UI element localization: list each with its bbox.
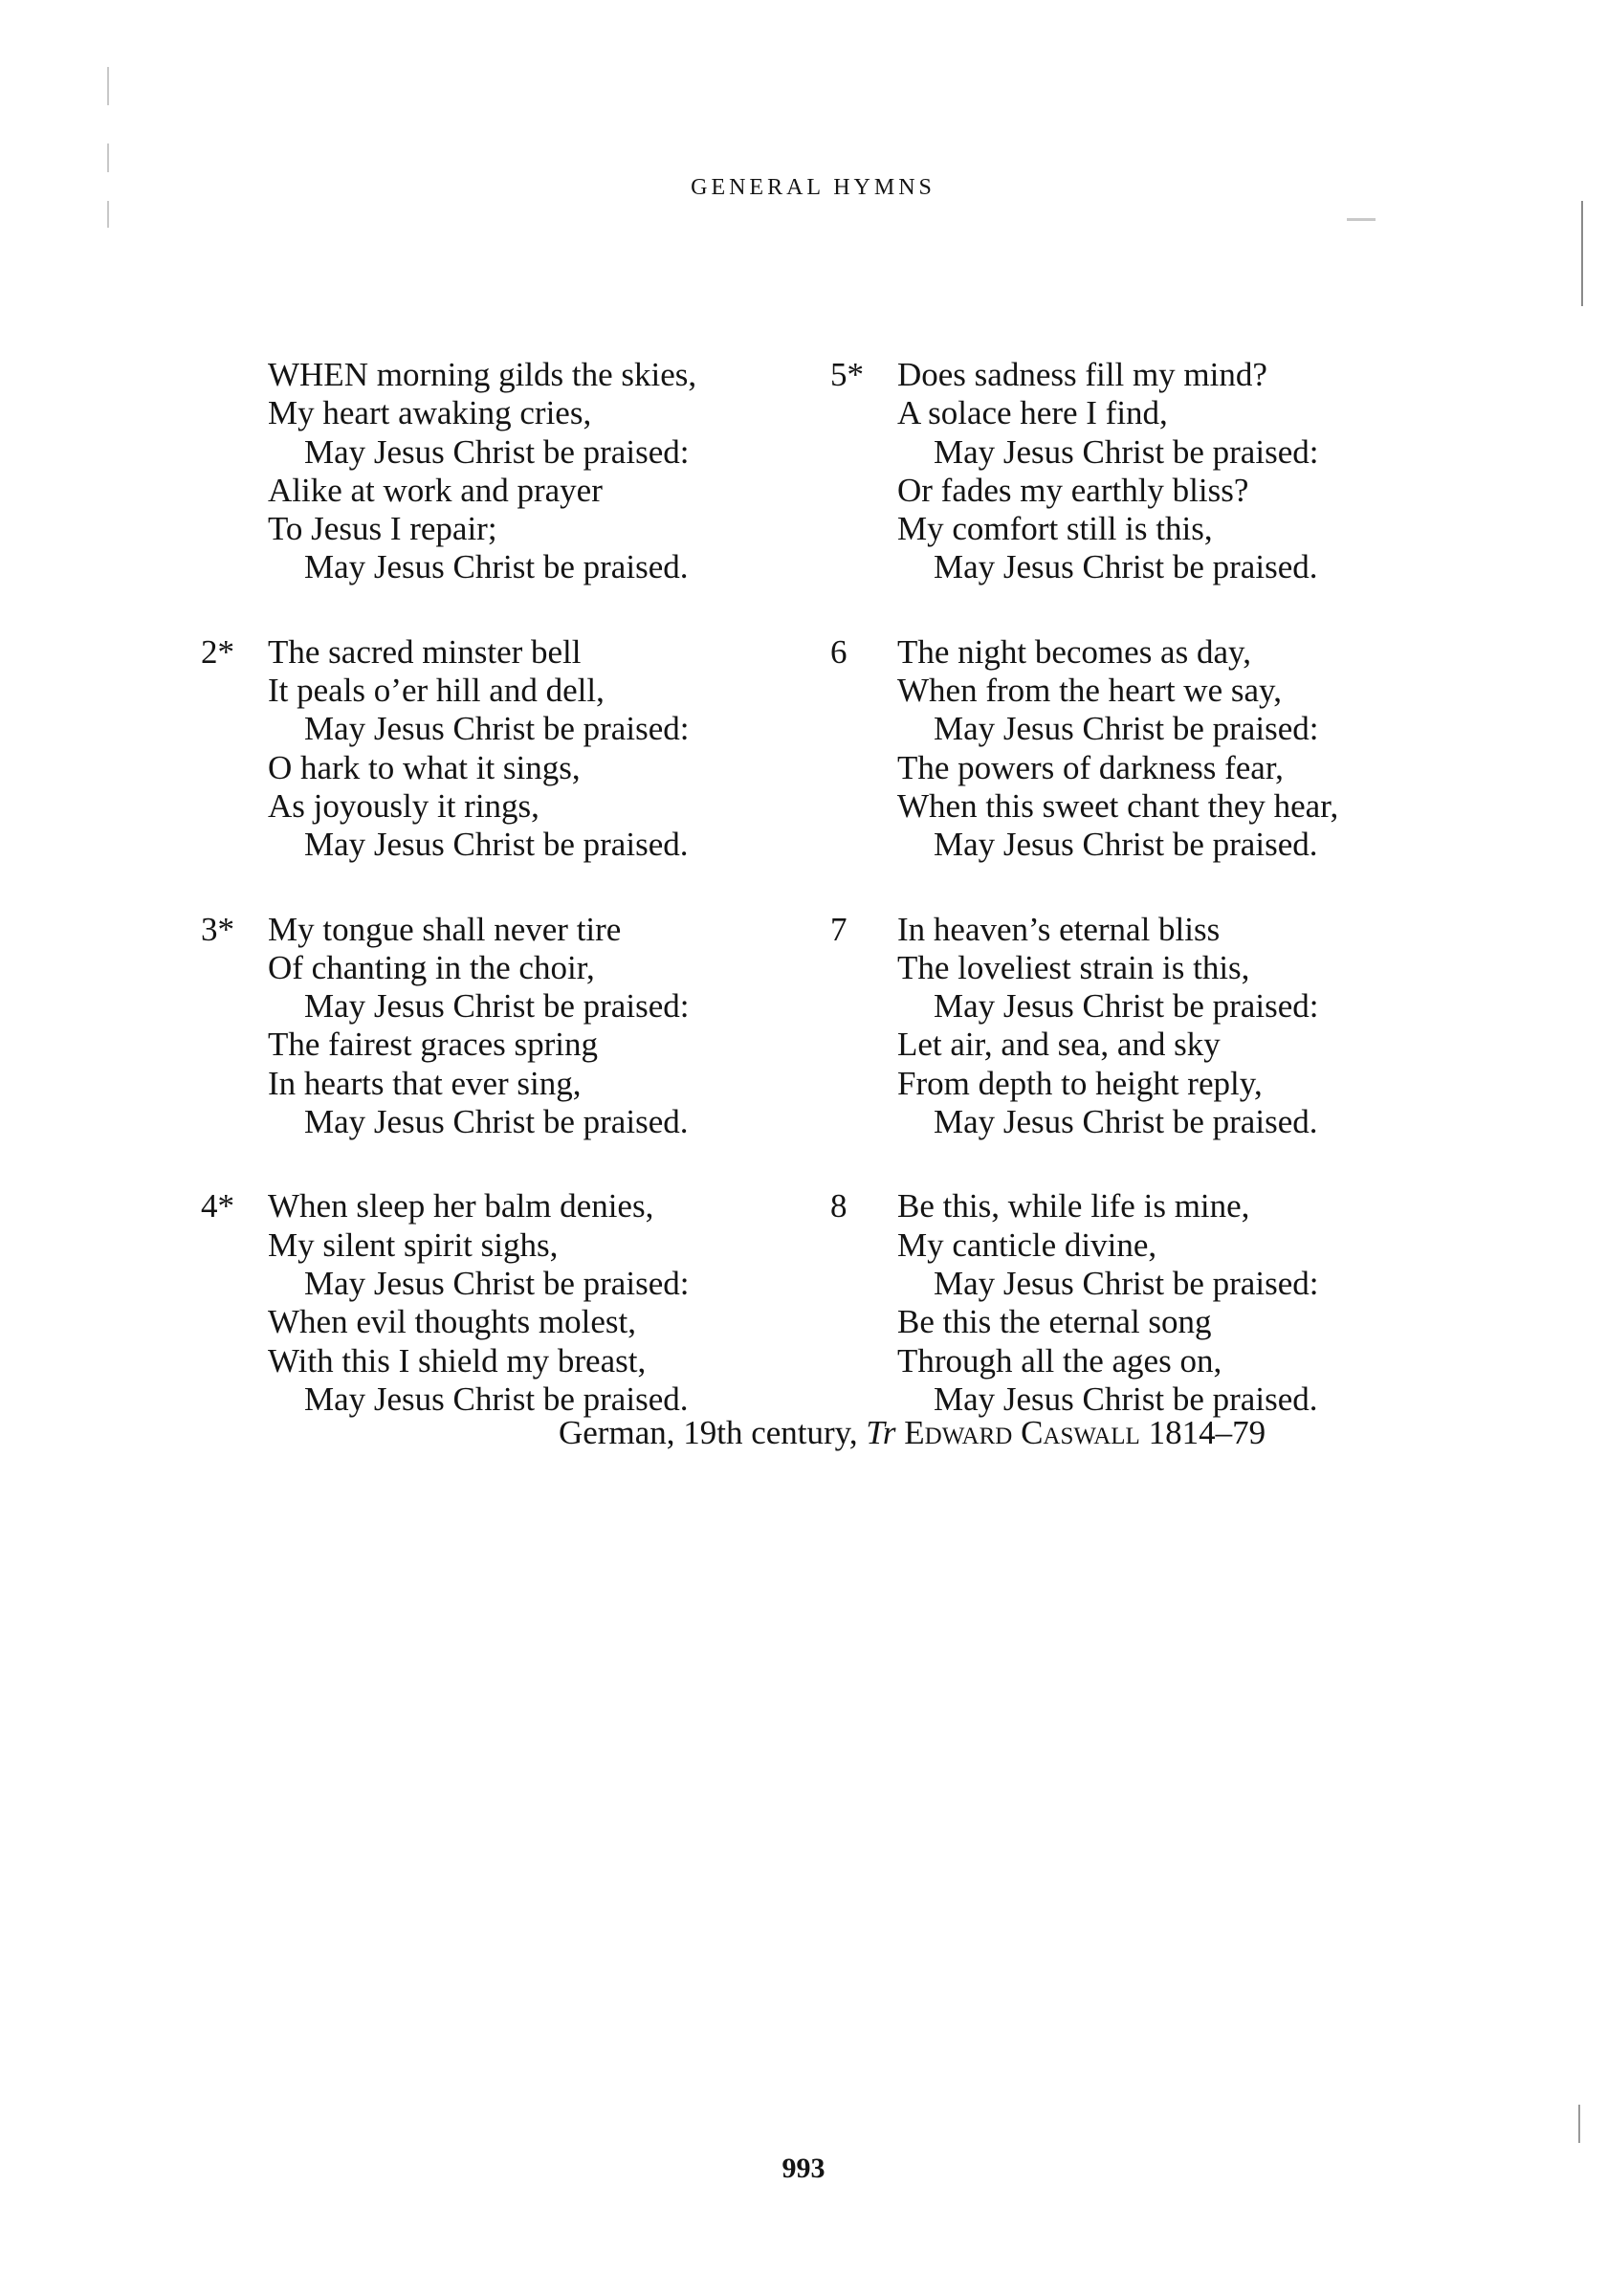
attribution-tr: Tr xyxy=(866,1414,896,1451)
page-number: 993 xyxy=(781,2152,826,2184)
stanza-lines xyxy=(268,356,696,587)
refrain-line: May Jesus Christ be praised. xyxy=(304,1103,689,1141)
verse-line: The powers of darkness fear, xyxy=(897,748,1284,786)
right-column xyxy=(830,356,1338,1465)
refrain-line: May Jesus Christ be praised: xyxy=(934,987,1319,1026)
stanza-lines xyxy=(897,1187,1338,1419)
stanza-lines xyxy=(897,356,1338,587)
stanza-number: 4* xyxy=(201,1187,234,1225)
verse-line: A solace here I find, xyxy=(897,394,1168,432)
stanza-lines xyxy=(268,1187,696,1419)
stanza-number: 3* xyxy=(201,910,234,948)
stanza-number: 5* xyxy=(830,356,864,393)
refrain-line: May Jesus Christ be praised. xyxy=(934,548,1318,586)
verse-line: WHEN morning gilds the skies, xyxy=(268,356,697,393)
refrain-line: May Jesus Christ be praised: xyxy=(304,432,690,471)
stanza xyxy=(830,356,1338,587)
verse-line: The night becomes as day, xyxy=(897,632,1251,671)
left-column xyxy=(201,356,696,1465)
verse-line: My canticle divine, xyxy=(897,1225,1157,1264)
verse-line: When evil thoughts molest, xyxy=(268,1303,636,1341)
stanza-lines xyxy=(268,911,696,1142)
verse-line: My comfort still is this, xyxy=(897,510,1213,548)
stanza xyxy=(830,911,1338,1142)
verse-line: Or fades my earthly bliss? xyxy=(897,471,1249,509)
refrain-line: May Jesus Christ be praised. xyxy=(304,826,689,864)
attribution-dates: 1814–79 xyxy=(1148,1414,1266,1451)
verse-line: When from the heart we say, xyxy=(897,672,1283,710)
refrain-line: May Jesus Christ be praised. xyxy=(304,548,689,586)
stanza-lines xyxy=(897,633,1338,865)
scan-mark xyxy=(107,201,109,228)
scan-mark xyxy=(1347,218,1376,221)
verse-line: With this I shield my breast, xyxy=(268,1341,647,1380)
refrain-line: May Jesus Christ be praised. xyxy=(934,1380,1318,1418)
scan-mark xyxy=(1578,2105,1580,2143)
verse-line: The fairest graces spring xyxy=(268,1026,598,1064)
verse-line: Through all the ages on, xyxy=(897,1341,1222,1380)
verse-line: When this sweet chant they hear, xyxy=(897,786,1339,825)
stanza-number: 7 xyxy=(830,910,848,948)
verse-line: Of chanting in the choir, xyxy=(268,948,595,986)
stanza-lines xyxy=(897,911,1338,1142)
scan-mark xyxy=(1581,201,1583,306)
verse-line: It peals o’er hill and dell, xyxy=(268,672,605,710)
stanza xyxy=(201,633,696,865)
verse-line: In hearts that ever sing, xyxy=(268,1064,582,1102)
stanza-number: 2* xyxy=(201,632,234,671)
scan-mark xyxy=(107,144,109,172)
attribution-translator: Edward Caswall xyxy=(904,1414,1140,1451)
attribution-origin: German, 19th century, xyxy=(559,1414,858,1451)
refrain-line: May Jesus Christ be praised: xyxy=(304,710,690,748)
refrain-line: May Jesus Christ be praised: xyxy=(304,1264,690,1302)
verse-line: Be this, while life is mine, xyxy=(897,1187,1250,1225)
refrain-line: May Jesus Christ be praised. xyxy=(934,826,1318,864)
scan-mark xyxy=(107,67,109,105)
stanza xyxy=(830,1187,1338,1419)
verse-line: Alike at work and prayer xyxy=(268,471,603,509)
stanza-lines xyxy=(268,633,696,865)
refrain-line: May Jesus Christ be praised. xyxy=(304,1380,689,1418)
verse-line: The loveliest strain is this, xyxy=(897,948,1250,986)
verse-line: Does sadness fill my mind? xyxy=(897,356,1267,393)
refrain-line: May Jesus Christ be praised: xyxy=(934,432,1319,471)
verse-line: From depth to height reply, xyxy=(897,1064,1263,1102)
refrain-line: May Jesus Christ be praised: xyxy=(934,710,1319,748)
stanza xyxy=(201,356,696,587)
verse-line: As joyously it rings, xyxy=(268,786,539,825)
running-title: GENERAL HYMNS xyxy=(691,175,936,200)
verse-line: My heart awaking cries, xyxy=(268,394,592,432)
refrain-line: May Jesus Christ be praised: xyxy=(304,987,690,1026)
stanza-number: 8 xyxy=(830,1187,848,1225)
refrain-line: May Jesus Christ be praised: xyxy=(934,1264,1319,1302)
verse-line: My silent spirit sighs, xyxy=(268,1225,559,1264)
refrain-line: May Jesus Christ be praised. xyxy=(934,1103,1318,1141)
stanza xyxy=(830,633,1338,865)
verse-line: Be this the eternal song xyxy=(897,1303,1212,1341)
verse-line: The sacred minster bell xyxy=(268,632,582,671)
verse-line: To Jesus I repair; xyxy=(268,510,497,548)
stanza xyxy=(201,911,696,1142)
verse-line: Let air, and sea, and sky xyxy=(897,1026,1221,1064)
verse-line: In heaven’s eternal bliss xyxy=(897,910,1221,948)
verse-line: O hark to what it sings, xyxy=(268,748,581,786)
attribution xyxy=(559,1414,1266,1452)
verse-line: When sleep her balm denies, xyxy=(268,1187,654,1225)
verse-line: My tongue shall never tire xyxy=(268,910,622,948)
stanza xyxy=(201,1187,696,1419)
stanza-number: 6 xyxy=(830,632,848,671)
